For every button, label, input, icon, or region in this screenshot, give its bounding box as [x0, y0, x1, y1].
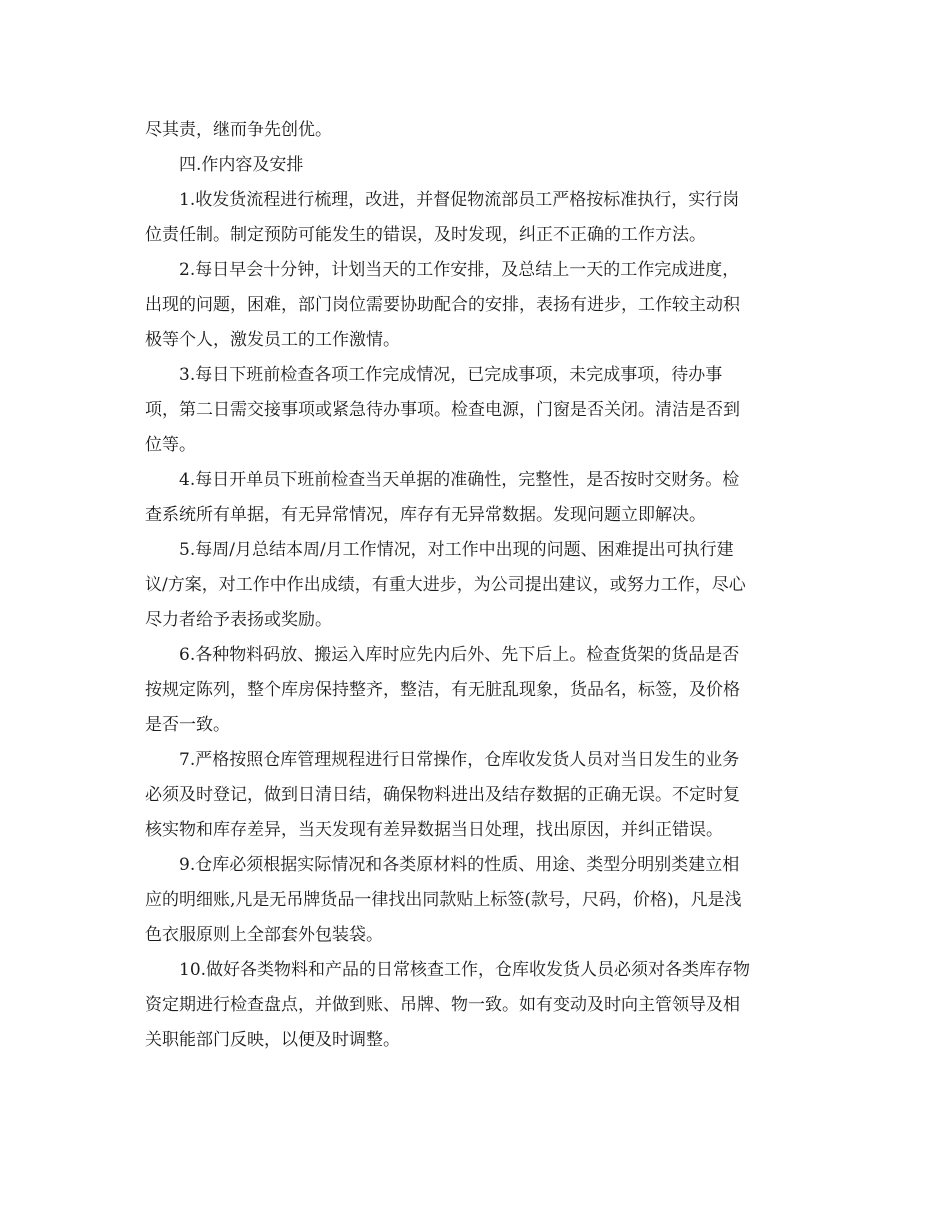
document-page	[145, 113, 807, 1058]
text-line: 位责任制。制定预防可能发生的错误，及时发现，纠正不正确的工作方法。	[145, 225, 706, 245]
text-line: 9.仓库必须根据实际情况和各类原材料的性质、用途、类型分明别类建立相	[179, 855, 740, 875]
text-line: 10.做好各类物料和产品的日常核查工作，仓库收发货人员必须对各类库存物	[179, 960, 751, 980]
text-line: 2.每日早会十分钟，计划当天的工作安排，及总结上一天的工作完成进度，	[179, 260, 740, 280]
text-line: 关职能部门反映，以便及时调整。	[145, 1030, 400, 1050]
text-line: 应的明细账,凡是无吊牌货品一律找出同款贴上标签(款号，尺码，价格)，凡是浅	[145, 890, 742, 910]
text-line: 是否一致。	[145, 715, 230, 735]
text-line: 色衣服原则上全部套外包装袋。	[145, 925, 383, 945]
document-body	[145, 113, 807, 1058]
paragraph	[145, 253, 807, 358]
paragraph	[145, 358, 807, 463]
text-line: 极等个人，激发员工的工作激情。	[145, 330, 400, 350]
paragraph	[145, 848, 807, 953]
text-line: 6.各种物料码放、搬运入库时应先内后外、先下后上。检查货架的货品是否	[179, 645, 740, 665]
text-line: 7.严格按照仓库管理规程进行日常操作，仓库收发货人员对当日发生的业务	[179, 750, 740, 770]
text-line: 4.每日开单员下班前检查当天单据的准确性，完整性，是否按时交财务。检	[179, 470, 740, 490]
paragraph	[145, 953, 807, 1058]
text-line: 5.每周/月总结本周/月工作情况，对工作中出现的问题、困难提出可执行建	[179, 540, 734, 560]
text-line: 核实物和库存差异，当天发现有差异数据当日处理，找出原因，并纠正错误。	[145, 820, 723, 840]
paragraph	[145, 743, 807, 848]
text-line: 位等。	[145, 435, 196, 455]
text-line: 议/方案，对工作中作出成绩，有重大进步，为公司提出建议，或努力工作，尽心	[145, 575, 746, 595]
text-line: 尽其责，继而争先创优。	[145, 120, 332, 140]
text-line: 3.每日下班前检查各项工作完成情况，已完成事项，未完成事项，待办事	[179, 365, 723, 385]
text-line: 1.收发货流程进行梳理，改进，并督促物流部员工严格按标准执行，实行岗	[179, 190, 740, 210]
text-line: 查系统所有单据，有无异常情况，库存有无异常数据。发现问题立即解决。	[145, 505, 706, 525]
text-line: 资定期进行检查盘点，并做到账、吊牌、物一致。如有变动及时向主管领导及相	[145, 995, 740, 1015]
paragraph	[145, 638, 807, 743]
text-line: 必须及时登记，做到日清日结，确保物料进出及结存数据的正确无误。不定时复	[145, 785, 740, 805]
paragraph	[145, 183, 807, 253]
paragraph	[145, 148, 807, 183]
text-line: 按规定陈列，整个库房保持整齐，整洁，有无脏乱现象，货品名，标签，及价格	[145, 680, 740, 700]
paragraph	[145, 533, 807, 638]
paragraph	[145, 463, 807, 533]
text-line: 尽力者给予表扬或奖励。	[145, 610, 332, 630]
paragraph	[145, 113, 807, 148]
text-line: 出现的问题，困难，部门岗位需要协助配合的安排，表扬有进步，工作较主动积	[145, 295, 740, 315]
text-line: 项，第二日需交接事项或紧急待办事项。检查电源，门窗是否关闭。清洁是否到	[145, 400, 740, 420]
text-line: 四.作内容及安排	[179, 155, 304, 175]
